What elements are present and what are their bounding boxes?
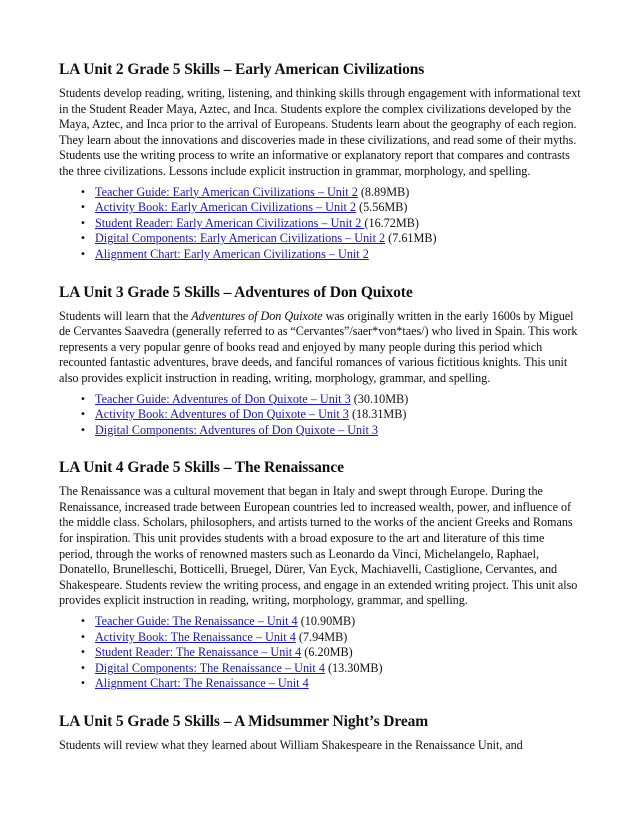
unit-4-section [59, 458, 581, 692]
list-item [80, 661, 581, 677]
list-item [80, 407, 581, 423]
file-size: (10.90MB) [297, 614, 356, 629]
bullet-icon: • [80, 393, 86, 405]
file-size: (8.89MB) [357, 184, 410, 199]
file-size: (13.30MB) [324, 660, 383, 675]
digital-components-link[interactable]: Digital Components: The Renaissance – Unit 4 [95, 660, 325, 675]
file-size: (5.56MB) [355, 200, 408, 215]
bullet-icon: • [80, 186, 86, 198]
list-item [80, 231, 581, 247]
digital-components-link[interactable]: Digital Components: Early American Civilizations – Unit 2 [95, 231, 386, 246]
digital-components-link[interactable]: Digital Components: Adventures of Don Quixote – Unit 3 [95, 422, 378, 437]
student-reader-link[interactable]: Student Reader: The Renaissance – Unit 4 [95, 645, 302, 660]
bullet-icon: • [80, 631, 86, 643]
list-item [80, 676, 581, 692]
unit-5-title: LA Unit 5 Grade 5 Skills – A Midsummer Night’s Dream [59, 713, 429, 730]
activity-book-link[interactable]: Activity Book: Early American Civilizations – Unit 2 [95, 200, 356, 215]
unit-4-description: The Renaissance was a cultural movement that began in Italy and swept through Europe. During the Renaissance, increased trade between European countries led to increased wealth, power, and influence of the middle class. Scholars, philosophers, and artists turned to the works of the ancient Greeks and Romans for inspiration. This unit provides students with a broad exposure to the art and literature of this time period, through the works of renowned masters such as Leonardo da Vinci, Michelangelo, Raphael, Donatello, Brunelleschi, Botticelli, Bruegel, Dürer, Van Eyck, Machiavelli, Castiglione, Cervantes, and Shakespeare. Students review the writing process, and engage in an extended writing project. This unit also provides explicit instruction in reading, writing, morphology, grammar, and spelling. [59, 484, 578, 608]
unit-3-title: LA Unit 3 Grade 5 Skills – Adventures of Don Quixote [59, 283, 413, 301]
unit-2-title: LA Unit 2 Grade 5 Skills – Early American Civilizations [59, 61, 425, 78]
bullet-icon: • [80, 409, 86, 421]
list-item [80, 423, 581, 439]
book-title: Adventures of Don Quixote [191, 308, 323, 323]
file-size: (7.94MB) [295, 629, 348, 644]
bullet-icon: • [80, 678, 86, 690]
unit-3-description-start: Students will learn that the [59, 308, 192, 323]
list-item [80, 216, 581, 232]
teacher-guide-link[interactable]: Teacher Guide: The Renaissance – Unit 4 [95, 614, 298, 629]
activity-book-link[interactable]: Activity Book: The Renaissance – Unit 4 [95, 629, 296, 644]
bullet-icon: • [80, 616, 86, 628]
unit-4-title: LA Unit 4 Grade 5 Skills – The Renaissance [59, 459, 344, 477]
unit-3-description-end: was originally written in the early 1600s by Miguel de Cervantes Saavedra (generally referred to as “Cervantes”/saer*von*taes/) who lived in Spain. This work represents a very popular genre of books read and enjoyed by many people during this period which recounted fantastic adventures, brave deeds, and fanciful romances of various fictitious knights. This unit also provides explicit instruction in reading, writing, morphology, grammar, and spelling. [59, 308, 578, 385]
unit-2-section [59, 60, 581, 263]
document-page [59, 60, 581, 774]
unit-3-description [59, 309, 581, 387]
list-item [80, 247, 581, 263]
bullet-icon: • [80, 233, 86, 245]
list-item [80, 200, 581, 216]
list-item [80, 392, 581, 408]
file-size: (7.61MB) [385, 231, 437, 246]
teacher-guide-link[interactable]: Teacher Guide: Early American Civilizations – Unit 2 [95, 184, 358, 199]
file-size: (18.31MB) [348, 407, 407, 422]
list-item [80, 645, 581, 661]
bullet-icon: • [80, 424, 86, 436]
activity-book-link[interactable]: Activity Book: Adventures of Don Quixote – Unit 3 [95, 407, 349, 422]
file-size: (30.10MB) [350, 391, 409, 406]
alignment-chart-link[interactable]: Alignment Chart: Early American Civilizations – Unit 2 [95, 246, 369, 261]
unit-5-description: Students will review what they learned about William Shakespeare in the Renaissance Unit, and [59, 738, 523, 752]
file-size: (6.20MB) [301, 645, 353, 660]
bullet-icon: • [80, 202, 86, 214]
bullet-icon: • [80, 217, 86, 229]
unit-2-resource-list [59, 185, 581, 263]
unit-3-resource-list [59, 392, 581, 439]
teacher-guide-link[interactable]: Teacher Guide: Adventures of Don Quixote – Unit 3 [95, 391, 351, 406]
bullet-icon: • [80, 647, 86, 659]
bullet-icon: • [80, 248, 86, 260]
list-item [80, 630, 581, 646]
bullet-icon: • [80, 662, 86, 674]
unit-2-description: Students develop reading, writing, listening, and thinking skills through engagement with informational text in the Student Reader Maya, Aztec, and Inca. Students explore the complex civilizations developed by the Maya, Aztec, and Inca prior to the arrival of Europeans. Students learn about the geography of each region. They learn about the innovations and discoveries made in these civilizations, and read some of their myths. Students use the writing process to write an informative or explanatory report that compares and contrasts the three civilizations. Lessons include explicit instruction in grammar, morphology, and spelling. [59, 86, 581, 178]
student-reader-link[interactable]: Student Reader: Early American Civilizations – Unit 2 [95, 215, 365, 230]
unit-5-section [59, 712, 581, 754]
alignment-chart-link[interactable]: Alignment Chart: The Renaissance – Unit 4 [95, 676, 309, 691]
unit-3-section [59, 283, 581, 439]
list-item [80, 185, 581, 201]
unit-4-resource-list [59, 614, 581, 692]
file-size: (16.72MB) [364, 215, 419, 230]
list-item [80, 614, 581, 630]
